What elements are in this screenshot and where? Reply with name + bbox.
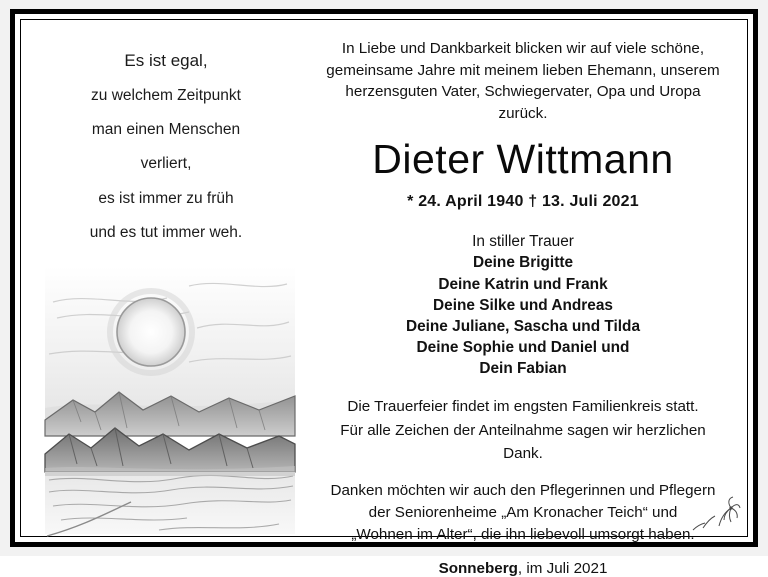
mourner-entry: Dein Fabian — [479, 359, 567, 377]
poem-line: und es tut immer weh. — [89, 223, 243, 241]
thanks-text — [321, 480, 725, 546]
deceased-name: Dieter Wittmann — [372, 136, 674, 183]
place-and-date — [321, 560, 725, 577]
poem-line: verliert, — [140, 155, 192, 173]
pencil-drawing-mountains-sun-image — [39, 258, 301, 540]
mourner-entry: Deine Katrin und Frank — [438, 275, 608, 293]
birth-death-dates: * 24. April 1940 † 13. Juli 2021 — [407, 193, 639, 211]
intro-line: In Liebe und Dankbarkeit blicken wir auf viele schöne, — [341, 40, 705, 57]
intro-line: herzensguten Vater, Schwiegervater, Opa und Uropa zurück. — [345, 83, 701, 122]
thanks-line: „Wohnen im Alter“, die ihn liebevoll umsorgt haben. — [351, 525, 695, 543]
left-column — [21, 20, 311, 536]
right-column — [311, 20, 747, 577]
notice-content — [21, 20, 747, 577]
notice-line: Die Trauerfeier findet im engsten Familienkreis statt. — [347, 398, 699, 416]
mourner-entry: Deine Silke und Andreas — [433, 296, 613, 314]
poem-line: es ist immer zu früh — [98, 189, 234, 207]
mourners-block — [321, 231, 725, 379]
mourner-entry: Deine Juliane, Sascha und Tilda — [405, 317, 641, 335]
notice-line: Für alle Zeichen der Anteilnahme sagen wir herzlichen Dank. — [340, 421, 706, 463]
poem-line: Es ist egal, — [124, 51, 208, 70]
intro-text — [321, 38, 725, 124]
intro-line: gemeinsame Jahre mit meinem lieben Ehemann, unserem — [326, 61, 720, 79]
mourner-entry: Deine Brigitte — [472, 254, 574, 272]
mourners-heading: In stiller Trauer — [472, 233, 574, 251]
poem-line: man einen Menschen — [91, 121, 241, 139]
outer-black-frame — [10, 9, 758, 577]
thanks-line: Danken möchten wir auch den Pflegerinnen und Pflegern — [330, 481, 716, 499]
poem-block — [90, 52, 242, 259]
funeral-notice — [321, 395, 725, 466]
mourner-entry: Deine Sophie und Daniel und — [416, 338, 630, 356]
place-name: Sonneberg — [438, 559, 518, 577]
poem-line: zu welchem Zeitpunkt — [91, 86, 241, 104]
flower-ornament-icon — [681, 496, 741, 534]
inner-thin-frame — [20, 19, 748, 577]
place-date-rest: , im Juli 2021 — [517, 559, 608, 577]
thanks-line: der Seniorenheime „Am Kronacher Teich“ und — [368, 503, 678, 521]
